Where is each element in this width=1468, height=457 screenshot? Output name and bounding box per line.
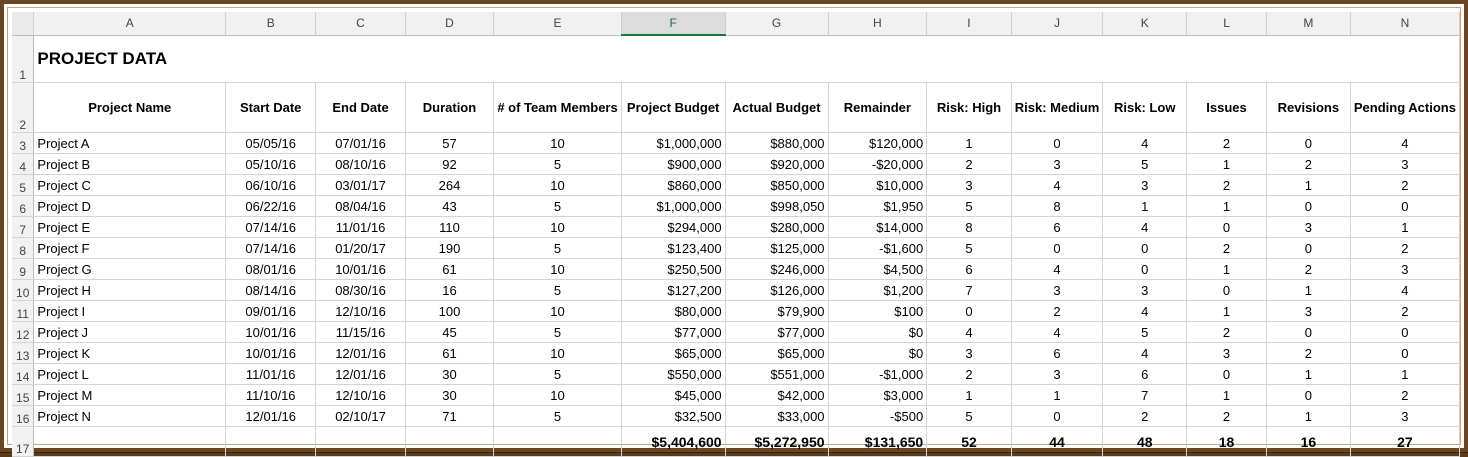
table-cell[interactable]: Project L [34, 364, 226, 385]
table-cell[interactable]: $900,000 [621, 154, 725, 175]
table-cell[interactable]: 2 [927, 154, 1012, 175]
table-cell[interactable]: $14,000 [828, 217, 927, 238]
table-cell[interactable]: 08/14/16 [226, 280, 316, 301]
table-cell[interactable]: 3 [1011, 154, 1103, 175]
total-cell[interactable]: $131,650 [828, 427, 927, 457]
table-cell[interactable]: Project M [34, 385, 226, 406]
table-cell[interactable]: 5 [494, 154, 621, 175]
table-cell[interactable]: 3 [1266, 217, 1350, 238]
table-cell[interactable]: 08/01/16 [226, 259, 316, 280]
table-column-header[interactable]: Risk: Low [1103, 83, 1187, 133]
table-cell[interactable]: $65,000 [725, 343, 828, 364]
table-cell[interactable]: 0 [1011, 238, 1103, 259]
table-cell[interactable]: 1 [927, 133, 1012, 154]
table-cell[interactable]: 6 [1103, 364, 1187, 385]
table-cell[interactable]: 0 [1266, 133, 1350, 154]
table-cell[interactable]: 71 [405, 406, 494, 427]
sheet-title[interactable]: PROJECT DATA [34, 35, 1460, 83]
table-cell[interactable]: 7 [927, 280, 1012, 301]
column-header-l[interactable]: L [1187, 12, 1267, 35]
table-cell[interactable]: $45,000 [621, 385, 725, 406]
row-header[interactable]: 4 [12, 154, 34, 175]
table-cell[interactable]: 2 [1187, 322, 1267, 343]
table-cell[interactable]: 0 [1350, 343, 1459, 364]
total-cell[interactable]: $5,404,600 [621, 427, 725, 457]
table-cell[interactable]: 3 [1350, 406, 1459, 427]
column-header-h[interactable]: H [828, 12, 927, 35]
table-cell[interactable]: $123,400 [621, 238, 725, 259]
table-cell[interactable]: 43 [405, 196, 494, 217]
table-cell[interactable]: 10/01/16 [226, 322, 316, 343]
table-row [12, 154, 1460, 175]
table-cell[interactable]: 06/22/16 [226, 196, 316, 217]
table-cell[interactable]: 5 [494, 196, 621, 217]
table-cell[interactable]: 2 [1266, 343, 1350, 364]
table-cell[interactable]: 08/10/16 [316, 154, 405, 175]
table-cell[interactable]: $246,000 [725, 259, 828, 280]
table-cell[interactable]: 61 [405, 343, 494, 364]
table-cell[interactable]: 5 [1103, 154, 1187, 175]
sheet-row [12, 35, 1460, 83]
table-cell[interactable]: 12/10/16 [316, 385, 405, 406]
row-header[interactable]: 2 [12, 83, 34, 133]
table-cell[interactable]: 4 [1011, 259, 1103, 280]
table-cell[interactable]: $65,000 [621, 343, 725, 364]
row-header[interactable]: 11 [12, 301, 34, 322]
table-cell[interactable]: 2 [1266, 259, 1350, 280]
spreadsheet-grid [12, 12, 1460, 457]
table-cell[interactable]: 12/01/16 [316, 343, 405, 364]
table-cell[interactable]: 05/10/16 [226, 154, 316, 175]
row-header[interactable]: 3 [12, 133, 34, 154]
table-cell[interactable]: 11/01/16 [316, 217, 405, 238]
table-cell[interactable]: 07/14/16 [226, 238, 316, 259]
table-cell[interactable]: Project K [34, 343, 226, 364]
table-cell[interactable]: 6 [1011, 217, 1103, 238]
table-cell[interactable]: 3 [1266, 301, 1350, 322]
table-cell[interactable]: Project N [34, 406, 226, 427]
column-header-g[interactable]: G [725, 12, 828, 35]
table-cell[interactable]: $1,000,000 [621, 133, 725, 154]
table-column-header[interactable]: # of Team Members [494, 83, 621, 133]
row-header[interactable]: 6 [12, 196, 34, 217]
table-row [12, 217, 1460, 238]
table-column-header[interactable]: Project Budget [621, 83, 725, 133]
total-cell[interactable] [226, 427, 316, 457]
table-cell[interactable]: 10 [494, 301, 621, 322]
table-row [12, 196, 1460, 217]
column-header-e[interactable]: E [494, 12, 621, 35]
table-cell[interactable]: 1 [1187, 196, 1267, 217]
total-cell[interactable] [34, 427, 226, 457]
table-cell[interactable]: 5 [494, 364, 621, 385]
table-cell[interactable]: Project H [34, 280, 226, 301]
table-column-header[interactable]: Risk: Medium [1011, 83, 1103, 133]
table-cell[interactable]: 264 [405, 175, 494, 196]
row-header[interactable]: 9 [12, 259, 34, 280]
table-cell[interactable]: 2 [1011, 301, 1103, 322]
table-cell[interactable]: $125,000 [725, 238, 828, 259]
table-cell[interactable]: 0 [1011, 406, 1103, 427]
column-header-i[interactable]: I [927, 12, 1012, 35]
table-cell[interactable]: 2 [1187, 175, 1267, 196]
table-cell[interactable]: 4 [1103, 217, 1187, 238]
table-cell[interactable]: 4 [927, 322, 1012, 343]
table-cell[interactable]: 10 [494, 217, 621, 238]
table-cell[interactable]: $4,500 [828, 259, 927, 280]
table-row [12, 238, 1460, 259]
table-cell[interactable]: $3,000 [828, 385, 927, 406]
total-cell[interactable] [405, 427, 494, 457]
table-row [12, 385, 1460, 406]
table-cell[interactable]: 61 [405, 259, 494, 280]
table-cell[interactable]: $127,200 [621, 280, 725, 301]
table-cell[interactable]: 10 [494, 259, 621, 280]
table-cell[interactable]: Project A [34, 133, 226, 154]
table-cell[interactable]: 3 [1011, 364, 1103, 385]
table-cell[interactable]: 8 [1011, 196, 1103, 217]
table-cell[interactable]: Project E [34, 217, 226, 238]
table-cell[interactable]: 0 [1350, 196, 1459, 217]
table-cell[interactable]: $77,000 [621, 322, 725, 343]
table-cell[interactable]: 0 [927, 301, 1012, 322]
table-cell[interactable]: 2 [1103, 406, 1187, 427]
table-cell[interactable]: 10/01/16 [316, 259, 405, 280]
table-row [12, 406, 1460, 427]
table-cell[interactable]: 2 [1266, 154, 1350, 175]
row-header[interactable]: 16 [12, 406, 34, 427]
table-header-row [12, 83, 1460, 133]
table-cell[interactable]: $1,200 [828, 280, 927, 301]
column-header-f[interactable]: F [621, 12, 725, 35]
table-cell[interactable]: 1 [1266, 364, 1350, 385]
table-cell[interactable]: 5 [494, 238, 621, 259]
total-cell[interactable]: 18 [1187, 427, 1267, 457]
table-cell[interactable]: 5 [494, 280, 621, 301]
table-cell[interactable]: 5 [927, 196, 1012, 217]
table-cell[interactable]: 1 [1103, 196, 1187, 217]
table-cell[interactable]: 4 [1011, 322, 1103, 343]
row-header[interactable]: 5 [12, 175, 34, 196]
total-cell[interactable]: 44 [1011, 427, 1103, 457]
row-header[interactable]: 1 [12, 35, 34, 83]
table-cell[interactable]: 110 [405, 217, 494, 238]
table-cell[interactable]: 5 [494, 322, 621, 343]
table-cell[interactable]: Project D [34, 196, 226, 217]
table-row [12, 259, 1460, 280]
total-cell[interactable] [316, 427, 405, 457]
total-cell[interactable]: 52 [927, 427, 1012, 457]
column-header-n[interactable]: N [1350, 12, 1459, 35]
table-cell[interactable]: Project F [34, 238, 226, 259]
table-cell[interactable]: 0 [1266, 238, 1350, 259]
table-cell[interactable]: 12/01/16 [226, 406, 316, 427]
total-cell[interactable]: $5,272,950 [725, 427, 828, 457]
table-row [12, 322, 1460, 343]
row-header[interactable]: 12 [12, 322, 34, 343]
table-cell[interactable]: 07/01/16 [316, 133, 405, 154]
table-cell[interactable]: 2 [1350, 385, 1459, 406]
table-cell[interactable]: $551,000 [725, 364, 828, 385]
table-cell[interactable]: $920,000 [725, 154, 828, 175]
table-cell[interactable]: 03/01/17 [316, 175, 405, 196]
table-cell[interactable]: 6 [1011, 343, 1103, 364]
table-cell[interactable]: 2 [1187, 238, 1267, 259]
column-header-row [12, 12, 1460, 35]
table-cell[interactable]: 4 [1103, 301, 1187, 322]
table-column-header[interactable]: Remainder [828, 83, 927, 133]
total-cell[interactable] [494, 427, 621, 457]
table-cell[interactable]: 0 [1187, 217, 1267, 238]
table-cell[interactable]: 06/10/16 [226, 175, 316, 196]
table-column-header[interactable]: End Date [316, 83, 405, 133]
table-cell[interactable]: 4 [1350, 133, 1459, 154]
table-cell[interactable]: 0 [1103, 259, 1187, 280]
table-cell[interactable]: $79,900 [725, 301, 828, 322]
table-cell[interactable]: 0 [1187, 280, 1267, 301]
table-cell[interactable]: $1,000,000 [621, 196, 725, 217]
table-cell[interactable]: 10 [494, 385, 621, 406]
select-all-corner[interactable] [12, 12, 34, 35]
table-cell[interactable]: $32,500 [621, 406, 725, 427]
table-cell[interactable]: 1 [1187, 154, 1267, 175]
table-cell[interactable]: 2 [927, 364, 1012, 385]
table-cell[interactable]: 1 [1266, 175, 1350, 196]
table-cell[interactable]: $1,950 [828, 196, 927, 217]
table-cell[interactable]: 05/05/16 [226, 133, 316, 154]
table-cell[interactable]: 3 [927, 343, 1012, 364]
table-column-header[interactable]: Duration [405, 83, 494, 133]
table-row [12, 280, 1460, 301]
table-cell[interactable]: 5 [927, 238, 1012, 259]
table-cell[interactable]: Project J [34, 322, 226, 343]
table-cell[interactable]: 5 [494, 406, 621, 427]
column-header-a[interactable]: A [34, 12, 226, 35]
total-cell[interactable]: 16 [1266, 427, 1350, 457]
table-cell[interactable]: 07/14/16 [226, 217, 316, 238]
table-cell[interactable]: 1 [1266, 280, 1350, 301]
column-header-d[interactable]: D [405, 12, 494, 35]
table-cell[interactable]: 100 [405, 301, 494, 322]
table-row [12, 343, 1460, 364]
table-cell[interactable]: 6 [927, 259, 1012, 280]
table-row [12, 133, 1460, 154]
table-column-header[interactable]: Start Date [226, 83, 316, 133]
table-cell[interactable]: 0 [1266, 196, 1350, 217]
table-cell[interactable]: 11/01/16 [226, 364, 316, 385]
table-cell[interactable]: Project C [34, 175, 226, 196]
table-cell[interactable]: $280,000 [725, 217, 828, 238]
table-cell[interactable]: Project B [34, 154, 226, 175]
table-cell[interactable]: $0 [828, 343, 927, 364]
table-cell[interactable]: 08/30/16 [316, 280, 405, 301]
table-cell[interactable]: 2 [1187, 133, 1267, 154]
table-cell[interactable]: 12/10/16 [316, 301, 405, 322]
table-cell[interactable]: 57 [405, 133, 494, 154]
table-column-header[interactable]: Project Name [34, 83, 226, 133]
table-cell[interactable]: 12/01/16 [316, 364, 405, 385]
table-cell[interactable]: 3 [1103, 280, 1187, 301]
table-cell[interactable]: 7 [1103, 385, 1187, 406]
table-cell[interactable]: 92 [405, 154, 494, 175]
table-cell[interactable]: $0 [828, 322, 927, 343]
row-header[interactable]: 14 [12, 364, 34, 385]
column-header-b[interactable]: B [226, 12, 316, 35]
table-cell[interactable]: Project G [34, 259, 226, 280]
row-header[interactable]: 15 [12, 385, 34, 406]
table-cell[interactable]: -$20,000 [828, 154, 927, 175]
table-cell[interactable]: 45 [405, 322, 494, 343]
table-cell[interactable]: $126,000 [725, 280, 828, 301]
table-cell[interactable]: 3 [1350, 259, 1459, 280]
table-cell[interactable]: 5 [1103, 322, 1187, 343]
table-cell[interactable]: $294,000 [621, 217, 725, 238]
table-cell[interactable]: 10/01/16 [226, 343, 316, 364]
column-header-j[interactable]: J [1011, 12, 1103, 35]
table-cell[interactable]: $998,050 [725, 196, 828, 217]
table-cell[interactable]: 08/04/16 [316, 196, 405, 217]
table-cell[interactable]: 4 [1350, 280, 1459, 301]
table-cell[interactable]: $850,000 [725, 175, 828, 196]
table-row [12, 364, 1460, 385]
table-cell[interactable]: 0 [1266, 385, 1350, 406]
table-cell[interactable]: 02/10/17 [316, 406, 405, 427]
table-cell[interactable]: 1 [927, 385, 1012, 406]
table-cell[interactable]: 30 [405, 385, 494, 406]
table-row [12, 175, 1460, 196]
row-header[interactable]: 13 [12, 343, 34, 364]
table-cell[interactable]: 1 [1350, 364, 1459, 385]
table-cell[interactable]: Project I [34, 301, 226, 322]
table-cell[interactable]: 01/20/17 [316, 238, 405, 259]
table-cell[interactable]: 0 [1350, 322, 1459, 343]
table-cell[interactable]: 16 [405, 280, 494, 301]
table-cell[interactable]: $120,000 [828, 133, 927, 154]
totals-row [12, 427, 1460, 457]
table-cell[interactable]: 4 [1103, 133, 1187, 154]
table-cell[interactable]: 11/10/16 [226, 385, 316, 406]
table-cell[interactable]: -$1,000 [828, 364, 927, 385]
table-column-header[interactable]: Actual Budget [725, 83, 828, 133]
column-header-m[interactable]: M [1266, 12, 1350, 35]
table-cell[interactable]: $250,500 [621, 259, 725, 280]
table-cell[interactable]: 1 [1187, 301, 1267, 322]
table-row [12, 301, 1460, 322]
table-cell[interactable]: 5 [927, 406, 1012, 427]
table-cell[interactable]: $10,000 [828, 175, 927, 196]
table-cell[interactable]: 1 [1266, 406, 1350, 427]
table-cell[interactable]: 10 [494, 343, 621, 364]
table-cell[interactable]: $33,000 [725, 406, 828, 427]
table-cell[interactable]: 30 [405, 364, 494, 385]
table-cell[interactable]: 3 [1187, 343, 1267, 364]
table-cell[interactable]: 2 [1350, 301, 1459, 322]
total-cell[interactable]: 27 [1350, 427, 1459, 457]
table-cell[interactable]: 3 [1011, 280, 1103, 301]
table-column-header[interactable]: Risk: High [927, 83, 1012, 133]
table-cell[interactable]: 0 [1103, 238, 1187, 259]
table-cell[interactable]: 4 [1103, 343, 1187, 364]
table-cell[interactable]: $550,000 [621, 364, 725, 385]
table-cell[interactable]: -$500 [828, 406, 927, 427]
table-cell[interactable]: 10 [494, 133, 621, 154]
table-cell[interactable]: 1 [1187, 385, 1267, 406]
table-cell[interactable]: 8 [927, 217, 1012, 238]
column-header-k[interactable]: K [1103, 12, 1187, 35]
row-header[interactable]: 8 [12, 238, 34, 259]
table-cell[interactable]: 3 [1103, 175, 1187, 196]
table-cell[interactable]: 0 [1266, 322, 1350, 343]
table-cell[interactable]: $100 [828, 301, 927, 322]
table-cell[interactable]: 1 [1187, 259, 1267, 280]
table-cell[interactable]: 2 [1350, 175, 1459, 196]
table-cell[interactable]: 190 [405, 238, 494, 259]
table-cell[interactable]: $860,000 [621, 175, 725, 196]
table-cell[interactable]: $880,000 [725, 133, 828, 154]
table-cell[interactable]: $42,000 [725, 385, 828, 406]
table-column-header[interactable]: Pending Actions [1350, 83, 1459, 133]
row-header[interactable]: 17 [12, 427, 34, 457]
total-cell[interactable]: 48 [1103, 427, 1187, 457]
table-cell[interactable]: 10 [494, 175, 621, 196]
table-cell[interactable]: $80,000 [621, 301, 725, 322]
table-cell[interactable]: $77,000 [725, 322, 828, 343]
table-cell[interactable]: 09/01/16 [226, 301, 316, 322]
table-cell[interactable]: -$1,600 [828, 238, 927, 259]
table-cell[interactable]: 2 [1350, 238, 1459, 259]
worksheet-area [7, 7, 1461, 456]
table-column-header[interactable]: Issues [1187, 83, 1267, 133]
table-cell[interactable]: 0 [1011, 133, 1103, 154]
table-column-header[interactable]: Revisions [1266, 83, 1350, 133]
table-cell[interactable]: 3 [927, 175, 1012, 196]
table-cell[interactable]: 11/15/16 [316, 322, 405, 343]
table-cell[interactable]: 4 [1011, 175, 1103, 196]
table-cell[interactable]: 1 [1350, 217, 1459, 238]
table-cell[interactable]: 1 [1011, 385, 1103, 406]
row-header[interactable]: 10 [12, 280, 34, 301]
row-header[interactable]: 7 [12, 217, 34, 238]
table-cell[interactable]: 0 [1187, 364, 1267, 385]
column-header-c[interactable]: C [316, 12, 405, 35]
table-cell[interactable]: 3 [1350, 154, 1459, 175]
table-cell[interactable]: 2 [1187, 406, 1267, 427]
